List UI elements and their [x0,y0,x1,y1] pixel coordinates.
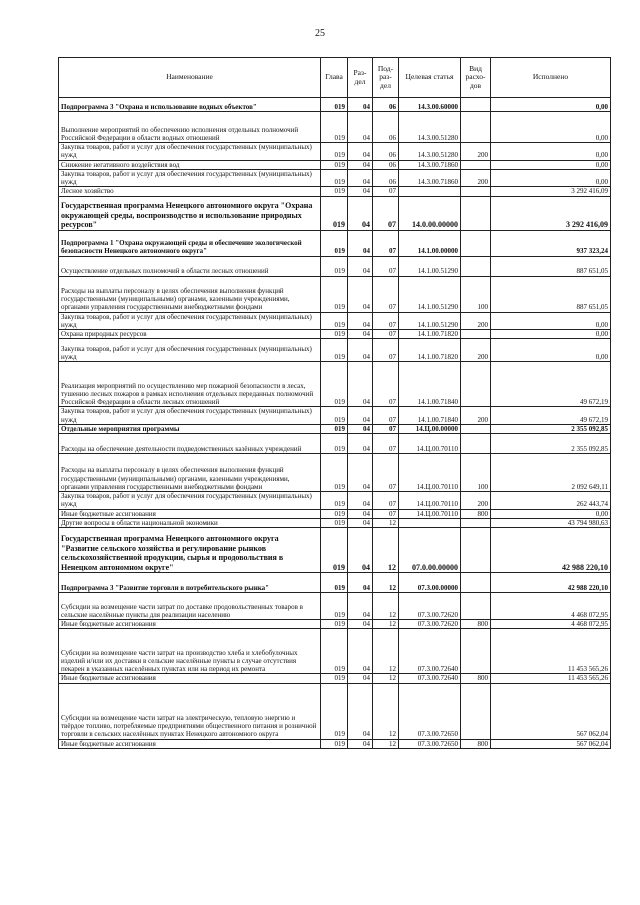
row-razdel: 04 [348,276,373,312]
row-vid: 800 [461,620,491,629]
row-vid [461,160,491,169]
header-razdel: Раз-дел [348,58,373,98]
row-vid [461,230,491,256]
row-name: Расходы на выплаты персоналу в целях обеспечения выполнения функций государственными (муниципальными) органами, казенными учреждениями, органами управления государственными внебюджетными фондами [59,454,321,492]
row-vid [461,424,491,433]
row-razdel: 04 [348,629,373,674]
table-row [59,629,611,674]
row-target: 14.1.00.51290 [399,276,461,312]
row-podrazdel: 12 [373,593,399,620]
row-podrazdel: 07 [373,339,399,362]
row-glava: 019 [321,276,348,312]
row-glava: 019 [321,492,348,510]
row-podrazdel: 12 [373,518,399,527]
row-name: Закупка товаров, работ и услуг для обеспечения государственных (муниципальных) нужд [59,492,321,510]
row-razdel: 04 [348,230,373,256]
row-glava: 019 [321,196,348,230]
table-row [59,169,611,187]
row-amount: 887 651,05 [491,256,611,276]
row-glava: 019 [321,683,348,739]
row-razdel: 04 [348,312,373,330]
row-name: Государственная программа Ненецкого автономного округа "Развитие сельского хозяйства и регулирование рынков сельскохозяйственной продукции, сырья и продовольствия в Ненецком автономном округе" [59,528,321,573]
row-razdel: 04 [348,620,373,629]
table-row [59,339,611,362]
row-podrazdel: 07 [373,362,399,407]
table-row [59,160,611,169]
row-target: 14.Ц.00.70110 [399,509,461,518]
row-amount: 567 062,04 [491,739,611,748]
row-razdel: 04 [348,407,373,425]
row-razdel: 04 [348,739,373,748]
row-podrazdel: 12 [373,620,399,629]
row-name: Государственная программа Ненецкого автономного округа "Охрана окружающей среды, воспроизводство и использование природных ресурсов" [59,196,321,230]
row-target: 14.Ц.00.70110 [399,492,461,510]
row-razdel: 04 [348,169,373,187]
row-vid [461,98,491,112]
row-razdel: 04 [348,683,373,739]
row-target: 07.3.00.72650 [399,739,461,748]
row-name: Закупка товаров, работ и услуг для обеспечения государственных (муниципальных) нужд [59,143,321,161]
table-row [59,454,611,492]
row-target: 07.3.00.72620 [399,620,461,629]
row-amount: 49 672,19 [491,362,611,407]
row-target: 14.1.00.00000 [399,230,461,256]
table-row [59,276,611,312]
row-amount: 2 355 092,85 [491,434,611,454]
table-row [59,434,611,454]
row-glava: 019 [321,573,348,593]
row-razdel: 04 [348,674,373,683]
row-podrazdel: 12 [373,573,399,593]
row-razdel: 04 [348,98,373,112]
row-razdel: 04 [348,256,373,276]
row-name: Субсидии на возмещение части затрат на производство хлеба и хлебобулочных изделий и/или их доставки в сельские населённые пункты в случае отсутствия пекарен в указанных населённых пунктах или на период их ремонта [59,629,321,674]
row-podrazdel: 12 [373,739,399,748]
row-amount: 43 794 980,63 [491,518,611,527]
row-razdel: 04 [348,196,373,230]
row-razdel: 04 [348,492,373,510]
row-name: Закупка товаров, работ и услуг для обеспечения государственных (муниципальных) нужд [59,169,321,187]
row-target: 14.Ц.00.70110 [399,454,461,492]
table-row [59,518,611,527]
row-podrazdel: 07 [373,196,399,230]
row-razdel: 04 [348,330,373,339]
row-vid [461,528,491,573]
row-vid [461,683,491,739]
header-podrazdel: Под-раз-дел [373,58,399,98]
row-name: Закупка товаров, работ и услуг для обеспечения государственных (муниципальных) нужд [59,407,321,425]
row-podrazdel: 07 [373,424,399,433]
row-name: Охрана природных ресурсов [59,330,321,339]
table-row [59,330,611,339]
table-row [59,674,611,683]
row-name: Иные бюджетные ассигнования [59,674,321,683]
row-glava: 019 [321,169,348,187]
row-podrazdel: 07 [373,187,399,196]
row-podrazdel: 06 [373,169,399,187]
table-row [59,492,611,510]
row-podrazdel: 07 [373,492,399,510]
row-amount: 11 453 565,26 [491,629,611,674]
row-glava: 019 [321,434,348,454]
row-name: Подпрограмма 3 "Охрана и использование водных объектов" [59,98,321,112]
table-row [59,573,611,593]
table-row [59,98,611,112]
row-razdel: 04 [348,518,373,527]
row-glava: 019 [321,424,348,433]
row-target: 14.3.00.51280 [399,112,461,143]
row-razdel: 04 [348,187,373,196]
row-name: Расходы на обеспечение деятельности подведомственных казённых учреждений [59,434,321,454]
row-vid [461,629,491,674]
row-glava: 019 [321,160,348,169]
row-name: Снижение негативного воздействия вод [59,160,321,169]
row-glava: 019 [321,528,348,573]
row-amount: 887 651,05 [491,276,611,312]
row-vid [461,362,491,407]
row-target: 14.3.00.71860 [399,169,461,187]
row-target [399,518,461,527]
table-row [59,683,611,739]
row-podrazdel: 07 [373,407,399,425]
row-vid [461,434,491,454]
row-name: Субсидии на возмещение части затрат по доставке продовольственных товаров в сельские населённые пункты для реализации населению [59,593,321,620]
row-amount: 2 092 649,11 [491,454,611,492]
row-glava: 019 [321,674,348,683]
row-target: 07.3.00.72620 [399,593,461,620]
row-razdel: 04 [348,454,373,492]
row-target: 14.3.00.51280 [399,143,461,161]
row-amount: 567 062,04 [491,683,611,739]
row-podrazdel: 07 [373,454,399,492]
row-amount: 937 323,24 [491,230,611,256]
row-glava: 019 [321,593,348,620]
row-razdel: 04 [348,434,373,454]
header-name: Наименование [59,58,321,98]
table-row [59,230,611,256]
row-amount: 0,00 [491,330,611,339]
row-razdel: 04 [348,593,373,620]
row-name: Подпрограмма 3 "Развитие торговли в потребительского рынка" [59,573,321,593]
row-target: 14.1.00.71840 [399,407,461,425]
row-amount: 49 672,19 [491,407,611,425]
row-podrazdel: 12 [373,629,399,674]
row-target: 14.3.00.60000 [399,98,461,112]
row-amount: 0,00 [491,98,611,112]
table-row [59,143,611,161]
row-name: Отдельные мероприятия программы [59,424,321,433]
row-vid [461,187,491,196]
table-row [59,112,611,143]
header-vid: Вид расхо-дов [461,58,491,98]
page-number: 25 [315,28,325,39]
table-row [59,509,611,518]
row-razdel: 04 [348,143,373,161]
row-razdel: 04 [348,362,373,407]
row-razdel: 04 [348,573,373,593]
row-podrazdel: 06 [373,160,399,169]
table-row [59,407,611,425]
row-glava: 019 [321,739,348,748]
table-row [59,620,611,629]
row-name: Подпрограмма 1 "Охрана окружающей среды и обеспечение экологической безопасности Ненецкого автономного округа" [59,230,321,256]
row-podrazdel: 07 [373,312,399,330]
table-row [59,424,611,433]
row-glava: 019 [321,629,348,674]
row-target [399,187,461,196]
row-glava: 019 [321,362,348,407]
row-glava: 019 [321,407,348,425]
row-name: Расходы на выплаты персоналу в целях обеспечения выполнения функций государственными (муниципальными) органами, казенными учреждениями, органами управления государственными внебюджетными фондами [59,276,321,312]
row-target: 14.1.00.71820 [399,339,461,362]
row-amount: 0,00 [491,112,611,143]
table-row [59,187,611,196]
row-name: Выполнение мероприятий по обеспечению исполнения отдельных полномочий Российской Федерации в области водных отношений [59,112,321,143]
row-glava: 019 [321,454,348,492]
row-vid: 100 [461,276,491,312]
row-glava: 019 [321,509,348,518]
row-target: 07.3.00.72650 [399,683,461,739]
row-target: 07.3.00.00000 [399,573,461,593]
row-vid: 200 [461,169,491,187]
row-vid [461,256,491,276]
row-target: 07.0.00.00000 [399,528,461,573]
row-name: Субсидии на возмещение части затрат на электрическую, тепловую энергию и твёрдое топливо, потребляемые предприятиями общественного питания и розничной торговли в сельских населённых пунктах Ненецкого автономного округа [59,683,321,739]
table-row [59,196,611,230]
row-name: Иные бюджетные ассигнования [59,739,321,748]
row-podrazdel: 07 [373,230,399,256]
row-name: Другие вопросы в области национальной экономики [59,518,321,527]
row-amount: 4 468 072,95 [491,593,611,620]
row-target: 07.3.00.72640 [399,674,461,683]
row-amount: 42 988 220,10 [491,573,611,593]
row-amount: 0,00 [491,509,611,518]
row-vid: 200 [461,339,491,362]
row-razdel: 04 [348,424,373,433]
row-glava: 019 [321,230,348,256]
row-razdel: 04 [348,528,373,573]
row-amount: 262 443,74 [491,492,611,510]
row-target: 14.3.00.71860 [399,160,461,169]
row-glava: 019 [321,143,348,161]
budget-execution-table [58,57,611,749]
row-name: Закупка товаров, работ и услуг для обеспечения государственных (муниципальных) нужд [59,312,321,330]
header-target: Целевая статья [399,58,461,98]
row-vid [461,518,491,527]
row-glava: 019 [321,518,348,527]
row-podrazdel: 12 [373,528,399,573]
row-amount: 11 453 565,26 [491,674,611,683]
header-done: Исполнено [491,58,611,98]
row-podrazdel: 12 [373,674,399,683]
row-target: 14.1.00.71820 [399,330,461,339]
table-row [59,739,611,748]
row-name: Лесное хозяйство [59,187,321,196]
row-vid [461,112,491,143]
row-name: Реализация мероприятий по осуществлению мер пожарной безопасности в лесах, тушению лесных пожаров в рамках исполнения отдельных переданных полномочий Российской Федерации в области лесных отношений [59,362,321,407]
table-row [59,256,611,276]
row-amount: 42 988 220,10 [491,528,611,573]
row-vid: 800 [461,674,491,683]
row-amount: 0,00 [491,160,611,169]
row-glava: 019 [321,98,348,112]
table-row [59,528,611,573]
row-amount: 0,00 [491,143,611,161]
row-amount: 3 292 416,09 [491,196,611,230]
row-vid [461,196,491,230]
row-podrazdel: 07 [373,330,399,339]
row-vid [461,330,491,339]
row-glava: 019 [321,620,348,629]
row-glava: 019 [321,339,348,362]
row-name: Иные бюджетные ассигнования [59,620,321,629]
row-podrazdel: 06 [373,98,399,112]
row-glava: 019 [321,256,348,276]
row-podrazdel: 07 [373,434,399,454]
row-target: 14.1.00.51290 [399,256,461,276]
row-podrazdel: 07 [373,276,399,312]
row-glava: 019 [321,187,348,196]
row-amount: 4 468 072,95 [491,620,611,629]
row-target: 14.Ц.00.70110 [399,434,461,454]
row-razdel: 04 [348,160,373,169]
row-vid: 800 [461,739,491,748]
row-glava: 019 [321,112,348,143]
header-glava: Глава [321,58,348,98]
row-podrazdel: 07 [373,256,399,276]
row-amount: 2 355 092,85 [491,424,611,433]
row-name: Закупка товаров, работ и услуг для обеспечения государственных (муниципальных) нужд [59,339,321,362]
row-vid: 800 [461,509,491,518]
row-razdel: 04 [348,339,373,362]
row-amount: 0,00 [491,339,611,362]
row-amount: 0,00 [491,312,611,330]
row-razdel: 04 [348,509,373,518]
table-row [59,593,611,620]
row-target: 14.1.00.51290 [399,312,461,330]
row-vid [461,593,491,620]
table-row [59,362,611,407]
row-amount: 3 292 416,09 [491,187,611,196]
row-podrazdel: 12 [373,683,399,739]
row-target: 14.0.00.00000 [399,196,461,230]
row-target: 14.Ц.00.00000 [399,424,461,433]
row-vid: 200 [461,143,491,161]
table-row [59,312,611,330]
row-podrazdel: 07 [373,509,399,518]
row-vid: 200 [461,312,491,330]
row-name: Осуществление отдельных полномочий в области лесных отношений [59,256,321,276]
row-vid: 200 [461,492,491,510]
row-podrazdel: 06 [373,143,399,161]
row-vid: 100 [461,454,491,492]
row-name: Иные бюджетные ассигнования [59,509,321,518]
row-glava: 019 [321,312,348,330]
row-razdel: 04 [348,112,373,143]
row-vid [461,573,491,593]
row-target: 07.3.00.72640 [399,629,461,674]
row-vid: 200 [461,407,491,425]
row-podrazdel: 06 [373,112,399,143]
row-target: 14.1.00.71840 [399,362,461,407]
row-glava: 019 [321,330,348,339]
row-amount: 0,00 [491,169,611,187]
table-header-row [59,58,611,98]
